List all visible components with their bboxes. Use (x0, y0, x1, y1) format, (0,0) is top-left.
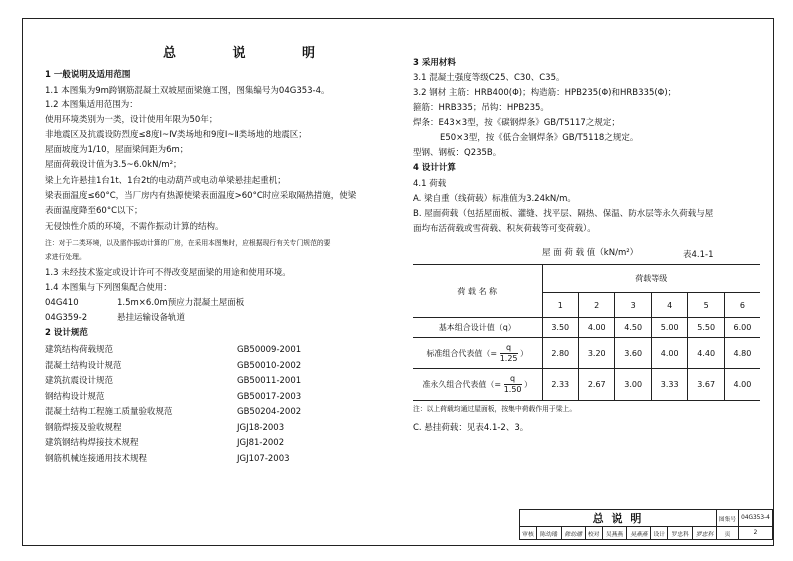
atlas-desc: 1.5m×6.0m预应力混凝土屋面板 (117, 298, 245, 308)
scope-item: 无侵蚀性介质的环境，不需作振动计算的结构。 (45, 222, 224, 232)
value-cell: 4.00 (651, 338, 687, 369)
row-label-cell (413, 338, 542, 369)
value-cell: 5.50 (688, 318, 724, 338)
clause-3-2-cont: 箍筋：HRB335；吊钩：HPB235。 (413, 103, 549, 113)
designer-signature: 罗忠科 (693, 527, 717, 540)
scope-item: 屋面坡度为1/10，屋面梁间距为6m； (45, 145, 189, 155)
table-caption: 屋 面 荷 载 值（kN/m²） (542, 248, 639, 258)
spec-code: GB50009-2001 (237, 345, 302, 355)
weld-line-1: 焊条：E43×3型，按《碳钢焊条》GB/T5117之规定； (413, 118, 620, 128)
page-label: 页 (717, 527, 739, 540)
row-label-cell (413, 369, 542, 401)
spec-code: JGJ81-2002 (237, 438, 285, 448)
grade-cell: 3 (615, 293, 651, 318)
weld-line-2: E50×3型，按《低合金钢焊条》GB/T5118之规定。 (440, 133, 639, 143)
value-cell: 2.80 (542, 338, 578, 369)
value-cell: 4.00 (724, 369, 760, 401)
clause-4-1-b-cont: 面均布活荷载或雪荷载、积灰荷载等可变荷载）。 (413, 224, 596, 234)
clause-4-1-c: C. 悬挂荷载：见表4.1-2、3。 (413, 423, 529, 433)
table-note: 注：以上荷载均通过屋面板，按集中荷载作用于梁上。 (413, 405, 577, 413)
grade-cell: 2 (578, 293, 614, 318)
review-label: 审核 (520, 527, 537, 540)
spec-code: GB50017-2003 (237, 392, 302, 402)
fraction-denominator: 1.50 (503, 385, 522, 394)
check-label: 校对 (585, 527, 602, 540)
atlas-no: 04G353-4 (738, 510, 772, 527)
value-cell: 3.33 (651, 369, 687, 401)
fraction (500, 343, 518, 364)
scope-item: 屋面荷载设计值为3.5~6.0kN/m²； (45, 160, 182, 170)
spec-name: 建筑结构荷载规范 (45, 345, 114, 355)
spec-name: 钢筋机械连接通用技术规程 (45, 454, 148, 464)
value-cell: 6.00 (724, 318, 760, 338)
value-cell: 2.67 (578, 369, 614, 401)
scope-item: 梁上允许悬挂1台1t、1台2t的电动葫芦或电动单梁悬挂起重机； (45, 176, 286, 186)
value-cell: 3.50 (542, 318, 578, 338)
designer-name: 罗忠科 (668, 527, 693, 540)
table-number: 表4.1-1 (683, 250, 714, 260)
section-3-heading: 3 采用材料 (413, 58, 456, 68)
scope-item: 非地震区及抗震设防烈度≤8度Ⅰ~Ⅳ类场地和9度Ⅰ~Ⅱ类场地的地震区； (45, 130, 307, 140)
design-label: 设计 (651, 527, 668, 540)
grade-cell: 4 (651, 293, 687, 318)
value-cell: 2.33 (542, 369, 578, 401)
atlas-desc: 悬挂运输设备轨道 (117, 313, 186, 323)
value-cell: 3.20 (578, 338, 614, 369)
clause-3-2: 3.2 钢材 主筋：HRB400(Φ)；构造筋：HPB235(Φ)和HRB335(Φ)； (413, 88, 677, 98)
clause-1-1: 1.1 本图集为9m跨钢筋混凝土双坡屋面梁施工图，图集编号为04G353-4。 (45, 86, 330, 96)
table-row (413, 338, 760, 369)
name-header: 荷 载 名 称 (413, 265, 542, 318)
fraction-denominator: 1.25 (499, 353, 518, 363)
scope-item: 梁表面温度≤60°C，当厂房内有热源使梁表面温度>60°C时应采取隔热措施，使梁 (45, 191, 357, 201)
spec-name: 建筑钢结构焊接技术规程 (45, 438, 139, 448)
value-cell: 3.67 (688, 369, 724, 401)
spec-code: GB50011-2001 (237, 376, 302, 386)
scope-item: 使用环境类别为一类，设计使用年限为50年； (45, 115, 218, 125)
steel-line: 型钢、钢板：Q235B。 (413, 148, 502, 158)
value-cell: 4.00 (578, 318, 614, 338)
atlas-code: 04G410 (45, 298, 79, 308)
clause-3-1: 3.1 混凝土强度等级C25、C30、C35。 (413, 73, 565, 83)
close-paren: ） (520, 348, 529, 358)
spec-code: GB50204-2002 (237, 407, 302, 417)
reviewer-signature: 陈幼璠 (561, 527, 585, 540)
scope-item: 表面温度降至60°C以下； (45, 206, 143, 216)
checker-signature: 吴燕燕 (627, 527, 651, 540)
value-cell: 4.80 (724, 338, 760, 369)
section-1-heading: 1 一般说明及适用范围 (45, 70, 131, 80)
value-cell: 3.00 (615, 369, 651, 401)
atlas-no-label: 图集号 (717, 510, 739, 527)
atlas-code: 04G359-2 (45, 313, 88, 323)
row-label: 基本组合设计值（q） (413, 318, 542, 338)
clause-1-4: 1.4 本图集与下列图集配合使用： (45, 283, 172, 293)
fraction-numerator: q (504, 374, 522, 385)
table-row (413, 318, 760, 338)
spec-name: 混凝土结构工程施工质量验收规范 (45, 407, 173, 417)
page-number: 2 (738, 527, 772, 540)
grade-cell: 5 (688, 293, 724, 318)
clause-4-1-b: B. 屋面荷载（包括屋面板、灌缝、找平层、隔热、保温、防水层等永久荷载与屋 (413, 209, 714, 219)
clause-1-2: 1.2 本图集适用范围为： (45, 100, 138, 110)
value-cell: 4.40 (688, 338, 724, 369)
clause-1-3: 1.3 未经技术鉴定或设计许可不得改变屋面梁的用途和使用环境。 (45, 268, 291, 278)
section-4-heading: 4 设计计算 (413, 163, 456, 173)
spec-code: GB50010-2002 (237, 361, 302, 371)
spec-name: 钢结构设计规范 (45, 392, 105, 402)
row-label: 标准组合代表值（= (426, 348, 498, 358)
title-block (519, 509, 773, 540)
value-cell: 5.00 (651, 318, 687, 338)
value-cell: 3.60 (615, 338, 651, 369)
spec-name: 建筑抗震设计规范 (45, 376, 114, 386)
reviewer-name: 陈幼璠 (536, 527, 561, 540)
fraction-numerator: q (500, 343, 518, 354)
clause-4-1-a: A. 梁自重（线荷载）标准值为3.24kN/m。 (413, 194, 576, 204)
page-title: 总 说 明 (163, 46, 342, 61)
spec-code: JGJ18-2003 (237, 423, 285, 433)
load-table-body (413, 264, 760, 401)
spec-name: 钢筋焊接及验收规程 (45, 423, 122, 433)
spec-name: 混凝土结构设计规范 (45, 361, 122, 371)
close-paren: ） (524, 380, 533, 389)
note-line: 注：对于二类环境，以及需作振动计算的厂房，在采用本图集时，应根据现行有关专门规范的要 (45, 239, 331, 247)
fraction (504, 374, 522, 395)
value-cell: 4.50 (615, 318, 651, 338)
clause-4-1: 4.1 荷载 (413, 179, 447, 189)
section-2-heading: 2 设计规范 (45, 328, 88, 338)
checker-name: 吴燕燕 (602, 527, 627, 540)
spec-code: JGJ107-2003 (237, 454, 290, 464)
table-row (413, 369, 760, 401)
note-line: 求进行处理。 (45, 253, 86, 261)
row-label: 准永久组合代表值（= (422, 380, 502, 389)
title-block-title: 总 说 明 (520, 510, 717, 527)
grade-cell: 1 (542, 293, 578, 318)
grade-cell: 6 (724, 293, 760, 318)
grade-header: 荷载等级 (542, 265, 760, 293)
